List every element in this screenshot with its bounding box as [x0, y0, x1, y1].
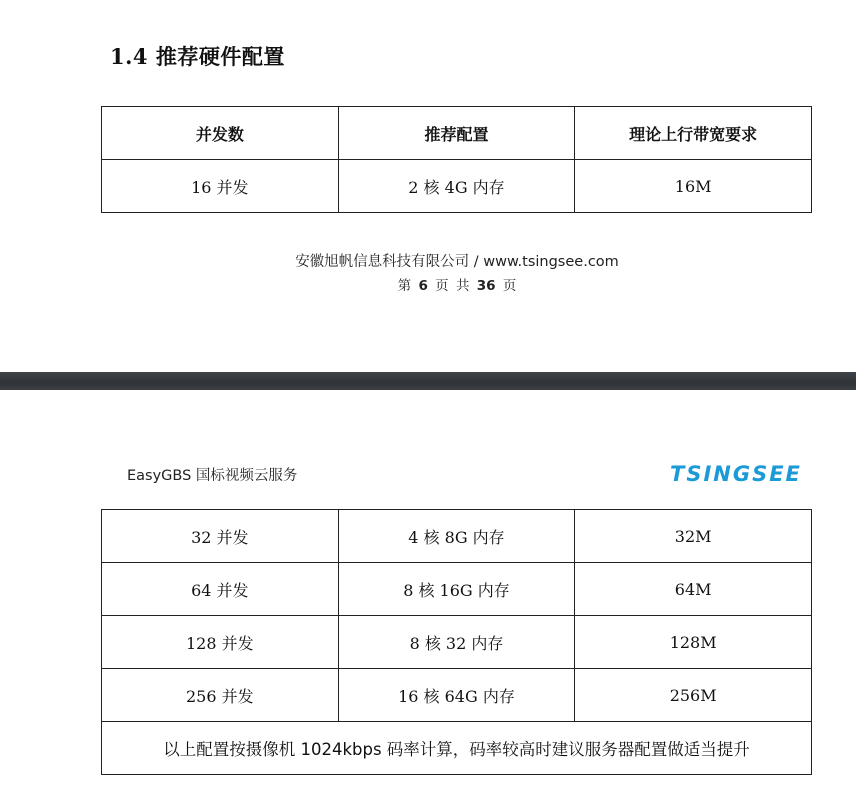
- table-cell: 64 并发: [102, 563, 339, 616]
- table-cell: 256M: [575, 669, 812, 722]
- document-page-6: [0, 0, 856, 372]
- table-row: [102, 510, 812, 563]
- footer-page-number: [0, 274, 856, 294]
- column-header-bandwidth: 理论上行带宽要求: [575, 107, 812, 160]
- table-cell: 128M: [575, 616, 812, 669]
- table-cell: 32 并发: [102, 510, 339, 563]
- table-row: [102, 563, 812, 616]
- table-cell: 32M: [575, 510, 812, 563]
- table-cell: 4 核 8G 内存: [338, 510, 575, 563]
- page-middle: 页 共: [435, 278, 470, 294]
- table-cell: 8 核 16G 内存: [338, 563, 575, 616]
- hardware-config-table: [101, 106, 812, 213]
- table-header-row: [102, 107, 812, 160]
- section-heading: 1.4 推荐硬件配置: [110, 44, 285, 69]
- table-note: 以上配置按摄像机 1024kbps 码率计算，码率较高时建议服务器配置做适当提升: [102, 722, 812, 775]
- column-header-config: 推荐配置: [338, 107, 575, 160]
- page-separator: [0, 372, 856, 390]
- table-row: [102, 160, 812, 213]
- footer-company: 安徽旭帆信息科技有限公司 / www.tsingsee.com: [295, 254, 619, 270]
- table-row: [102, 669, 812, 722]
- table-cell: 128 并发: [102, 616, 339, 669]
- tsingsee-logo: TSINGSEE: [670, 462, 802, 486]
- table-cell: 16 核 64G 内存: [338, 669, 575, 722]
- table-cell: 16 并发: [102, 160, 339, 213]
- total-pages: 36: [476, 278, 496, 294]
- document-header-title: EasyGBS 国标视频云服务: [127, 468, 298, 484]
- table-cell: 256 并发: [102, 669, 339, 722]
- column-header-concurrency: 并发数: [102, 107, 339, 160]
- table-cell: 16M: [575, 160, 812, 213]
- table-cell: 8 核 32 内存: [338, 616, 575, 669]
- table-cell: 64M: [575, 563, 812, 616]
- page-prefix: 第: [397, 278, 412, 294]
- current-page: 6: [418, 278, 428, 294]
- document-page-7: [0, 390, 856, 795]
- table-cell: 2 核 4G 内存: [338, 160, 575, 213]
- table-note-row: [102, 722, 812, 775]
- hardware-config-table-continued: [101, 509, 812, 775]
- table-row: [102, 616, 812, 669]
- page-suffix: 页: [502, 278, 517, 294]
